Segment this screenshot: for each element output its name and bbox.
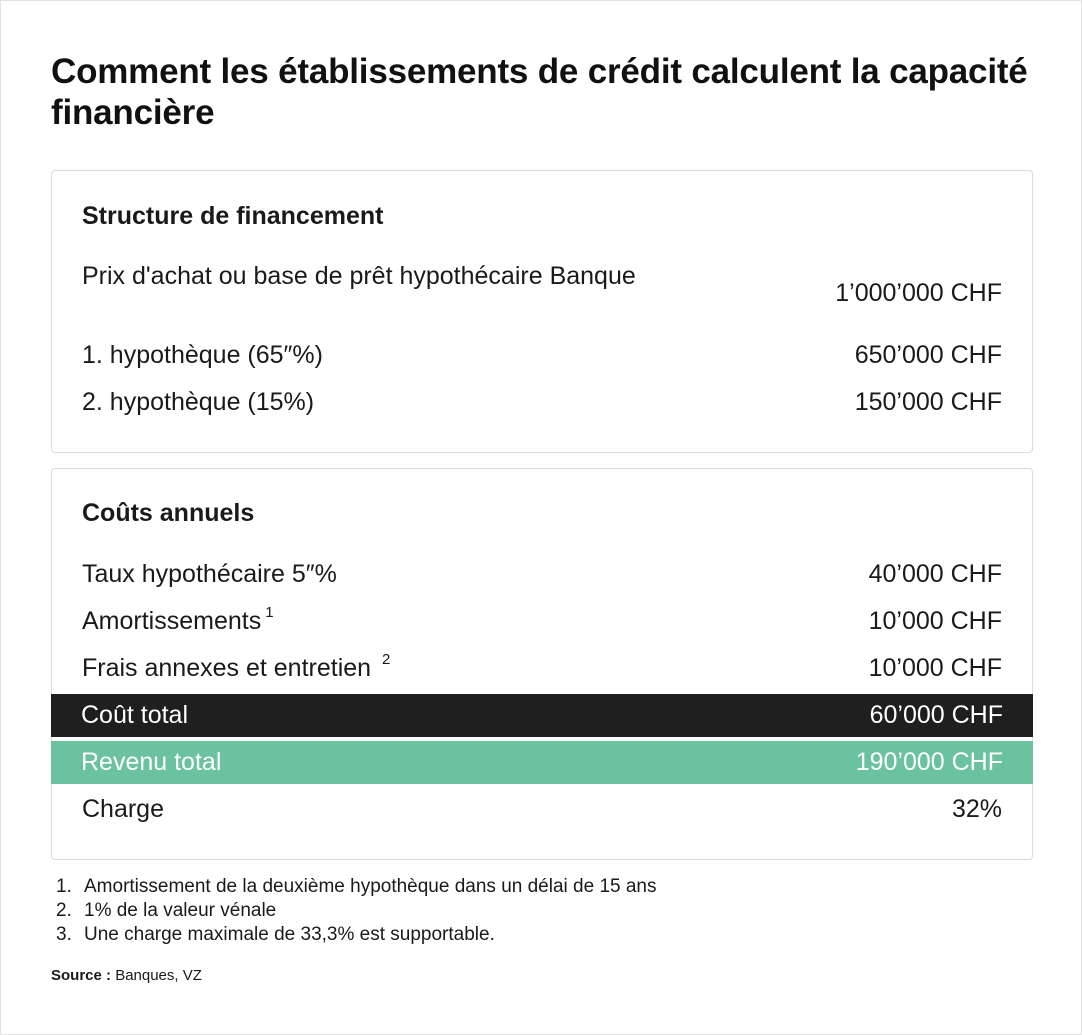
source-text: Banques, VZ [115,967,202,984]
total-cost-row [51,694,1033,737]
second-mortgage-value: 150’000 CHF [854,388,1002,416]
footnote-item [56,875,657,899]
footnote-number: 3. [56,924,72,945]
financing-structure-heading: Structure de financement [82,202,384,230]
footnote-text: Amortissement de la deuxième hypothèque dans un délai de 15 ans [84,876,657,897]
charge-label: Charge [82,795,164,823]
footnote-number: 2. [56,900,72,921]
annual-costs-card [51,468,1033,860]
footnote-item [56,899,657,923]
footnotes-list [56,875,657,947]
footnote-ref-2: 2 [382,651,391,668]
total-income-row [51,741,1033,784]
charge-value: 32% [951,795,1002,823]
footnote-text: Une charge maximale de 33,3% est supportable. [84,924,495,945]
amortization-value: 10’000 CHF [868,607,1002,635]
purchase-price-label: Prix d'achat ou base de prêt hypothécaire Banque [82,262,636,290]
second-mortgage-label: 2. hypothèque (15%) [82,388,315,416]
total-income-value: 190’000 CHF [855,748,1003,776]
total-income-label: Revenu total [81,748,222,776]
first-mortgage-label: 1. hypothèque (65″%) [82,341,323,369]
mortgage-rate-value: 40’000 CHF [868,560,1002,588]
purchase-price-row [52,260,1032,326]
source-note [51,967,202,984]
total-cost-label: Coût total [81,701,189,729]
purchase-price-value: 1’000’000 CHF [835,279,1002,307]
source-label: Source : [51,967,112,984]
annual-costs-heading: Coûts annuels [82,499,255,527]
footnote-ref-1: 1 [265,604,274,621]
first-mortgage-value: 650’000 CHF [854,341,1002,369]
page-title: Comment les établissements de crédit calculent la capacité financière [51,52,1028,132]
footnote-text: 1% de la valeur vénale [84,900,277,921]
maintenance-value: 10’000 CHF [868,654,1002,682]
footnote-number: 1. [56,876,72,897]
maintenance-label: Frais annexes et entretien [82,654,372,682]
mortgage-rate-label: Taux hypothécaire 5″% [82,560,337,588]
amortization-label: Amortissements [82,607,262,635]
total-cost-value: 60’000 CHF [869,701,1003,729]
financing-structure-card [51,170,1033,453]
footnote-item [56,923,657,947]
